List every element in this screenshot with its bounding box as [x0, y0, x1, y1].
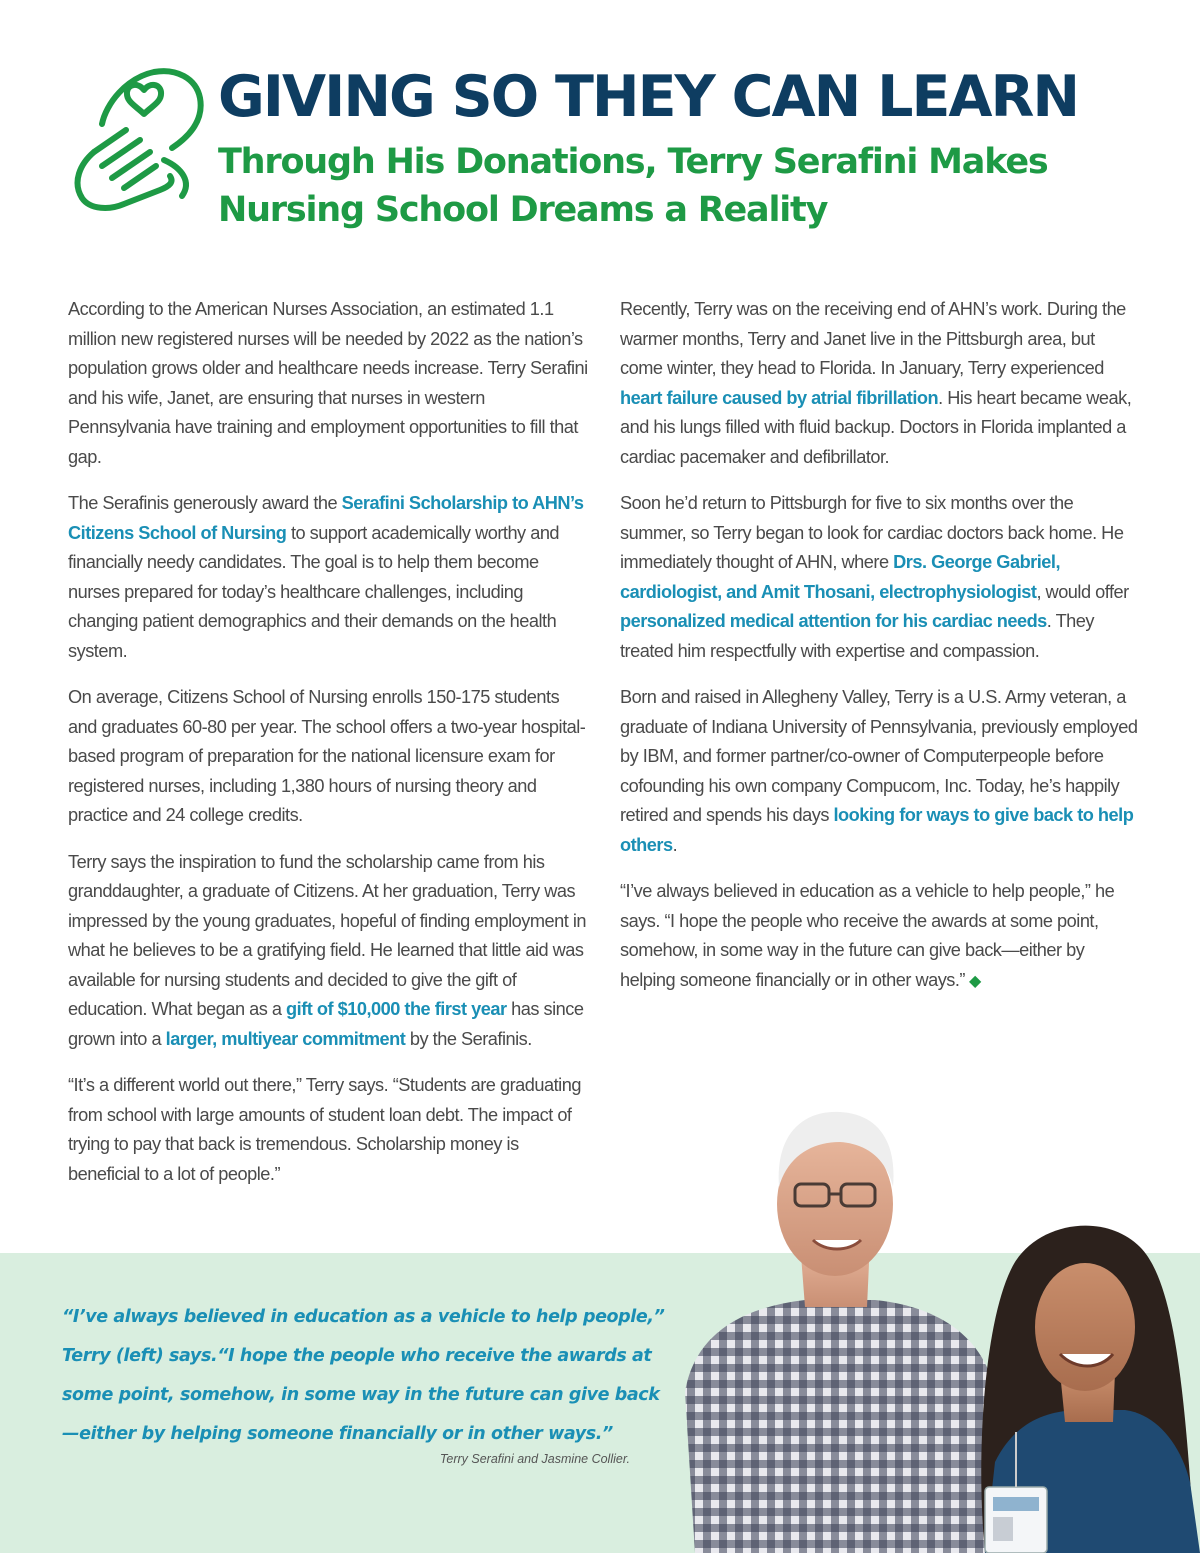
article-column-right — [620, 295, 1140, 1013]
text-run: Born and raised in Allegheny Valley, Terry is a U.S. Army veteran, a graduate of Indiana University of Pennsylvania, previously employed by IBM, and former partner/co-owner of Computerpeople before cofounding his own company Compucom, Inc. Today, he’s happily retired and spends his days — [620, 687, 1138, 825]
text-run: Recently, Terry was on the receiving end of AHN’s work. During the warmer months, Terry and Janet live in the Pittsburgh area, but come winter, they head to Florida. In January, Terry experienced — [620, 299, 1126, 378]
paragraph — [620, 683, 1140, 860]
doctors-link[interactable]: Drs. George Gabriel, cardiologist, and Amit Thosani, electrophysiologist — [620, 552, 1061, 602]
text-run: Terry says the inspiration to fund the scholarship came from his granddaughter, a graduate of Citizens. At her graduation, Terry was impressed by the young graduates, hopeful of finding employment in what he believes to be a gratifying field. He learned that little aid was available for nursing students and decided to give the gift of education. What began as a — [68, 851, 587, 1019]
page-title: GIVING SO THEY CAN LEARN — [218, 64, 1079, 130]
text-run: The Serafinis generously award the — [68, 493, 342, 513]
person-terry-shirt — [685, 1300, 1005, 1553]
text-run: by the Serafinis. — [405, 1028, 532, 1049]
commitment-link[interactable]: larger, multiyear commitment — [165, 1028, 406, 1049]
gift-link[interactable]: gift of $10,000 the first year — [286, 999, 507, 1019]
text-run: . — [672, 834, 678, 855]
text-run: has since grown into a — [68, 999, 584, 1049]
article-column-left — [68, 295, 588, 1206]
text-run: . They treated him respectfully with expertise and compassion. — [620, 611, 1095, 661]
page-subtitle: Through His Donations, Terry Serafini Makes Nursing School Dreams a Reality — [218, 142, 1048, 230]
text-run: Soon he’d return to Pittsburgh for five to six months over the summer, so Terry began to look for cardiac doctors back home. He immediately thought of AHN, where — [620, 493, 1124, 572]
medical-attention-link[interactable]: personalized medical attention for his cardiac needs — [620, 611, 1047, 631]
portrait-photo — [655, 1092, 1200, 1553]
text-run: to support academically worthy and financially needy candidates. The goal is to help them become nurses prepared for today’s healthcare challenges, including changing patient demographics and their demands on the health system. — [68, 522, 560, 661]
paragraph — [68, 848, 588, 1055]
paragraph: “It’s a different world out there,” Terry says. “Students are graduating from school with large amounts of student loan debt. The impact of trying to pay that back is tremendous. Scholarship money is beneficial to a lot of people.” — [68, 1075, 581, 1184]
text-run: , would offer — [1036, 581, 1129, 602]
paragraph — [620, 877, 1140, 996]
hand-heart-icon — [64, 64, 214, 214]
end-mark-icon: ◆ — [969, 972, 981, 990]
paragraph — [620, 489, 1140, 666]
give-back-link[interactable]: looking for ways to give back to help others — [620, 805, 1134, 855]
paragraph: According to the American Nurses Association, an estimated 1.1 million new registered nurses will be needed by 2022 as the nation’s population grows older and healthcare needs increase. Terry Serafini and his wife, Janet, are ensuring that nurses in western Pennsylvania have training and employment opportunities to fill that gap. — [68, 299, 588, 467]
text-run: . His heart became weak, and his lungs filled with fluid backup. Doctors in Florida implanted a cardiac pacemaker and defibrillator. — [620, 387, 1132, 467]
text-run: “I’ve always believed in education as a vehicle to help people,” he says. “I hope the people who receive the awards at some point, somehow, in some way in the future can give back—either by helping someone financially or in other ways.” — [620, 881, 1115, 990]
heart-failure-link[interactable]: heart failure caused by atrial fibrillation — [620, 387, 939, 408]
pull-quote: “I’ve always believed in education as a vehicle to help people,” Terry (left) says.“I hope the people who receive the awards at some point, somehow, in some way in the future can give back—either by helping someone financially or in other ways.” — [62, 1307, 665, 1444]
scholarship-link[interactable]: Serafini Scholarship to AHN’s Citizens School of Nursing — [68, 493, 584, 543]
person-jasmine-face — [1035, 1263, 1135, 1391]
paragraph — [68, 489, 588, 666]
paragraph: On average, Citizens School of Nursing enrolls 150-175 students and graduates 60-80 per year. The school offers a two-year hospital-based program of preparation for the national licensure exam for registered nurses, including 1,380 hours of nursing theory and practice and 24 college credits. — [68, 687, 586, 825]
paragraph — [620, 295, 1140, 472]
photo-caption: Terry Serafini and Jasmine Collier. — [439, 1452, 630, 1466]
